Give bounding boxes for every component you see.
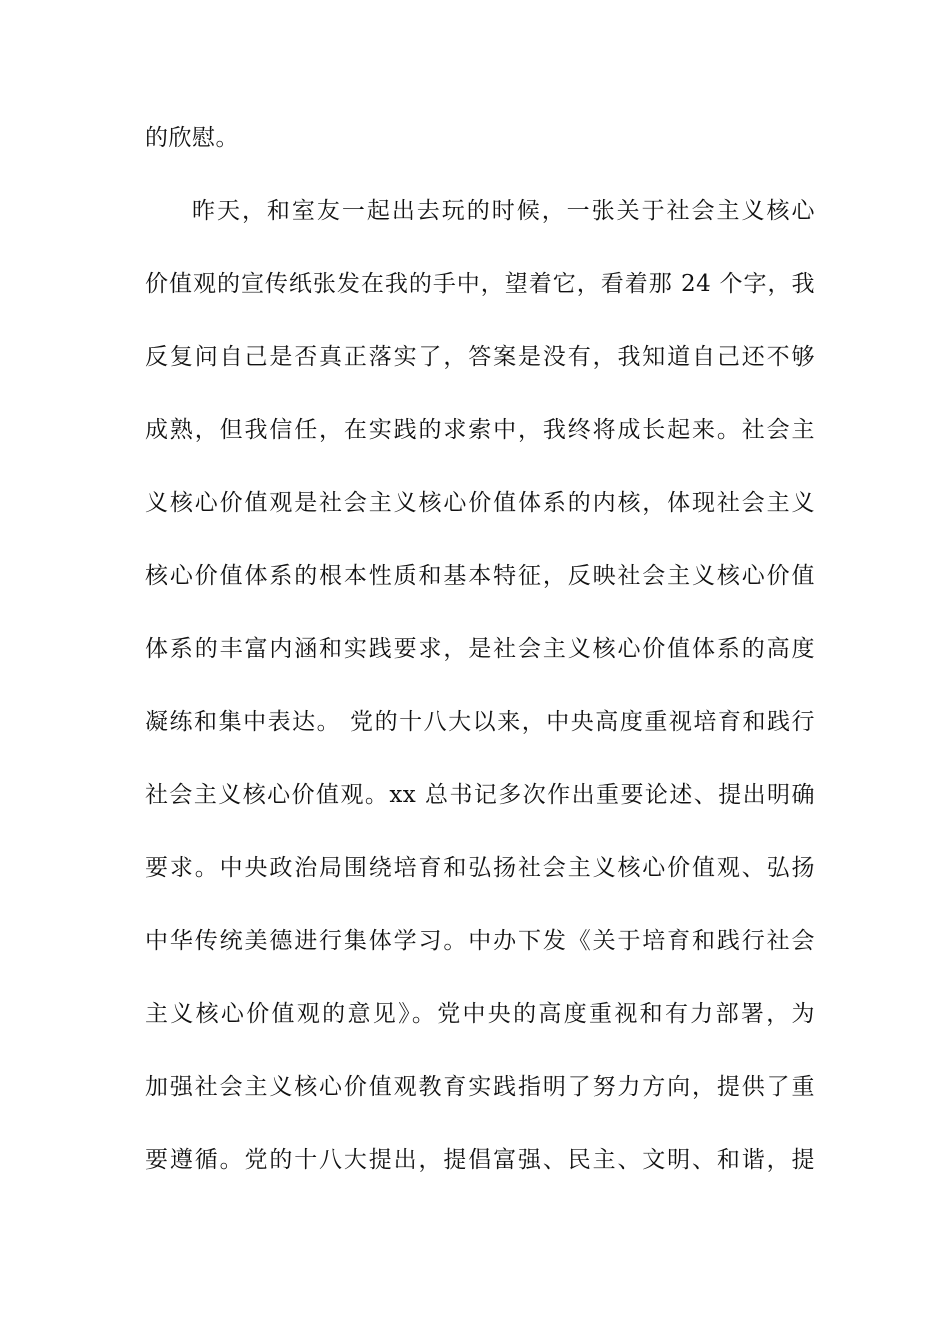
text-line: 义核心价值观是社会主义核心价值体系的内核，体现社会主义: [145, 490, 815, 516]
body-text: [145, 124, 815, 1175]
text-line: 反复问自己是否真正落实了，答案是没有，我知道自己还不够: [145, 344, 815, 370]
text-line: 要求。中央政治局围绕培育和弘扬社会主义核心价值观、弘扬: [145, 855, 815, 881]
text-line: 凝练和集中表达。 党的十八大以来，中央高度重视培育和践行: [145, 709, 815, 735]
text-line: 昨天，和室友一起出去玩的时候，一张关于社会主义核心: [192, 198, 815, 224]
text-line: 核心价值体系的根本性质和基本特征，反映社会主义核心价值: [145, 563, 815, 589]
text-line: 体系的丰富内涵和实践要求，是社会主义核心价值体系的高度: [145, 636, 815, 662]
text-line: 主义核心价值观的意见》。党中央的高度重视和有力部署，为: [145, 1001, 815, 1027]
text-line: 社会主义核心价值观。xx 总书记多次作出重要论述、提出明确: [145, 782, 815, 808]
text-line: 价值观的宣传纸张发在我的手中，望着它，看着那 24 个字，我: [145, 271, 815, 297]
text-line: 要遵循。党的十八大提出，提倡富强、民主、文明、和谐，提: [145, 1147, 815, 1173]
text-line: 加强社会主义核心价值观教育实践指明了努力方向，提供了重: [145, 1074, 815, 1100]
text-line: 中华传统美德进行集体学习。中办下发《关于培育和践行社会: [145, 928, 815, 954]
text-line: 成熟，但我信任，在实践的求索中，我终将成长起来。社会主: [145, 417, 815, 443]
text-line: 的欣慰。: [145, 125, 239, 151]
